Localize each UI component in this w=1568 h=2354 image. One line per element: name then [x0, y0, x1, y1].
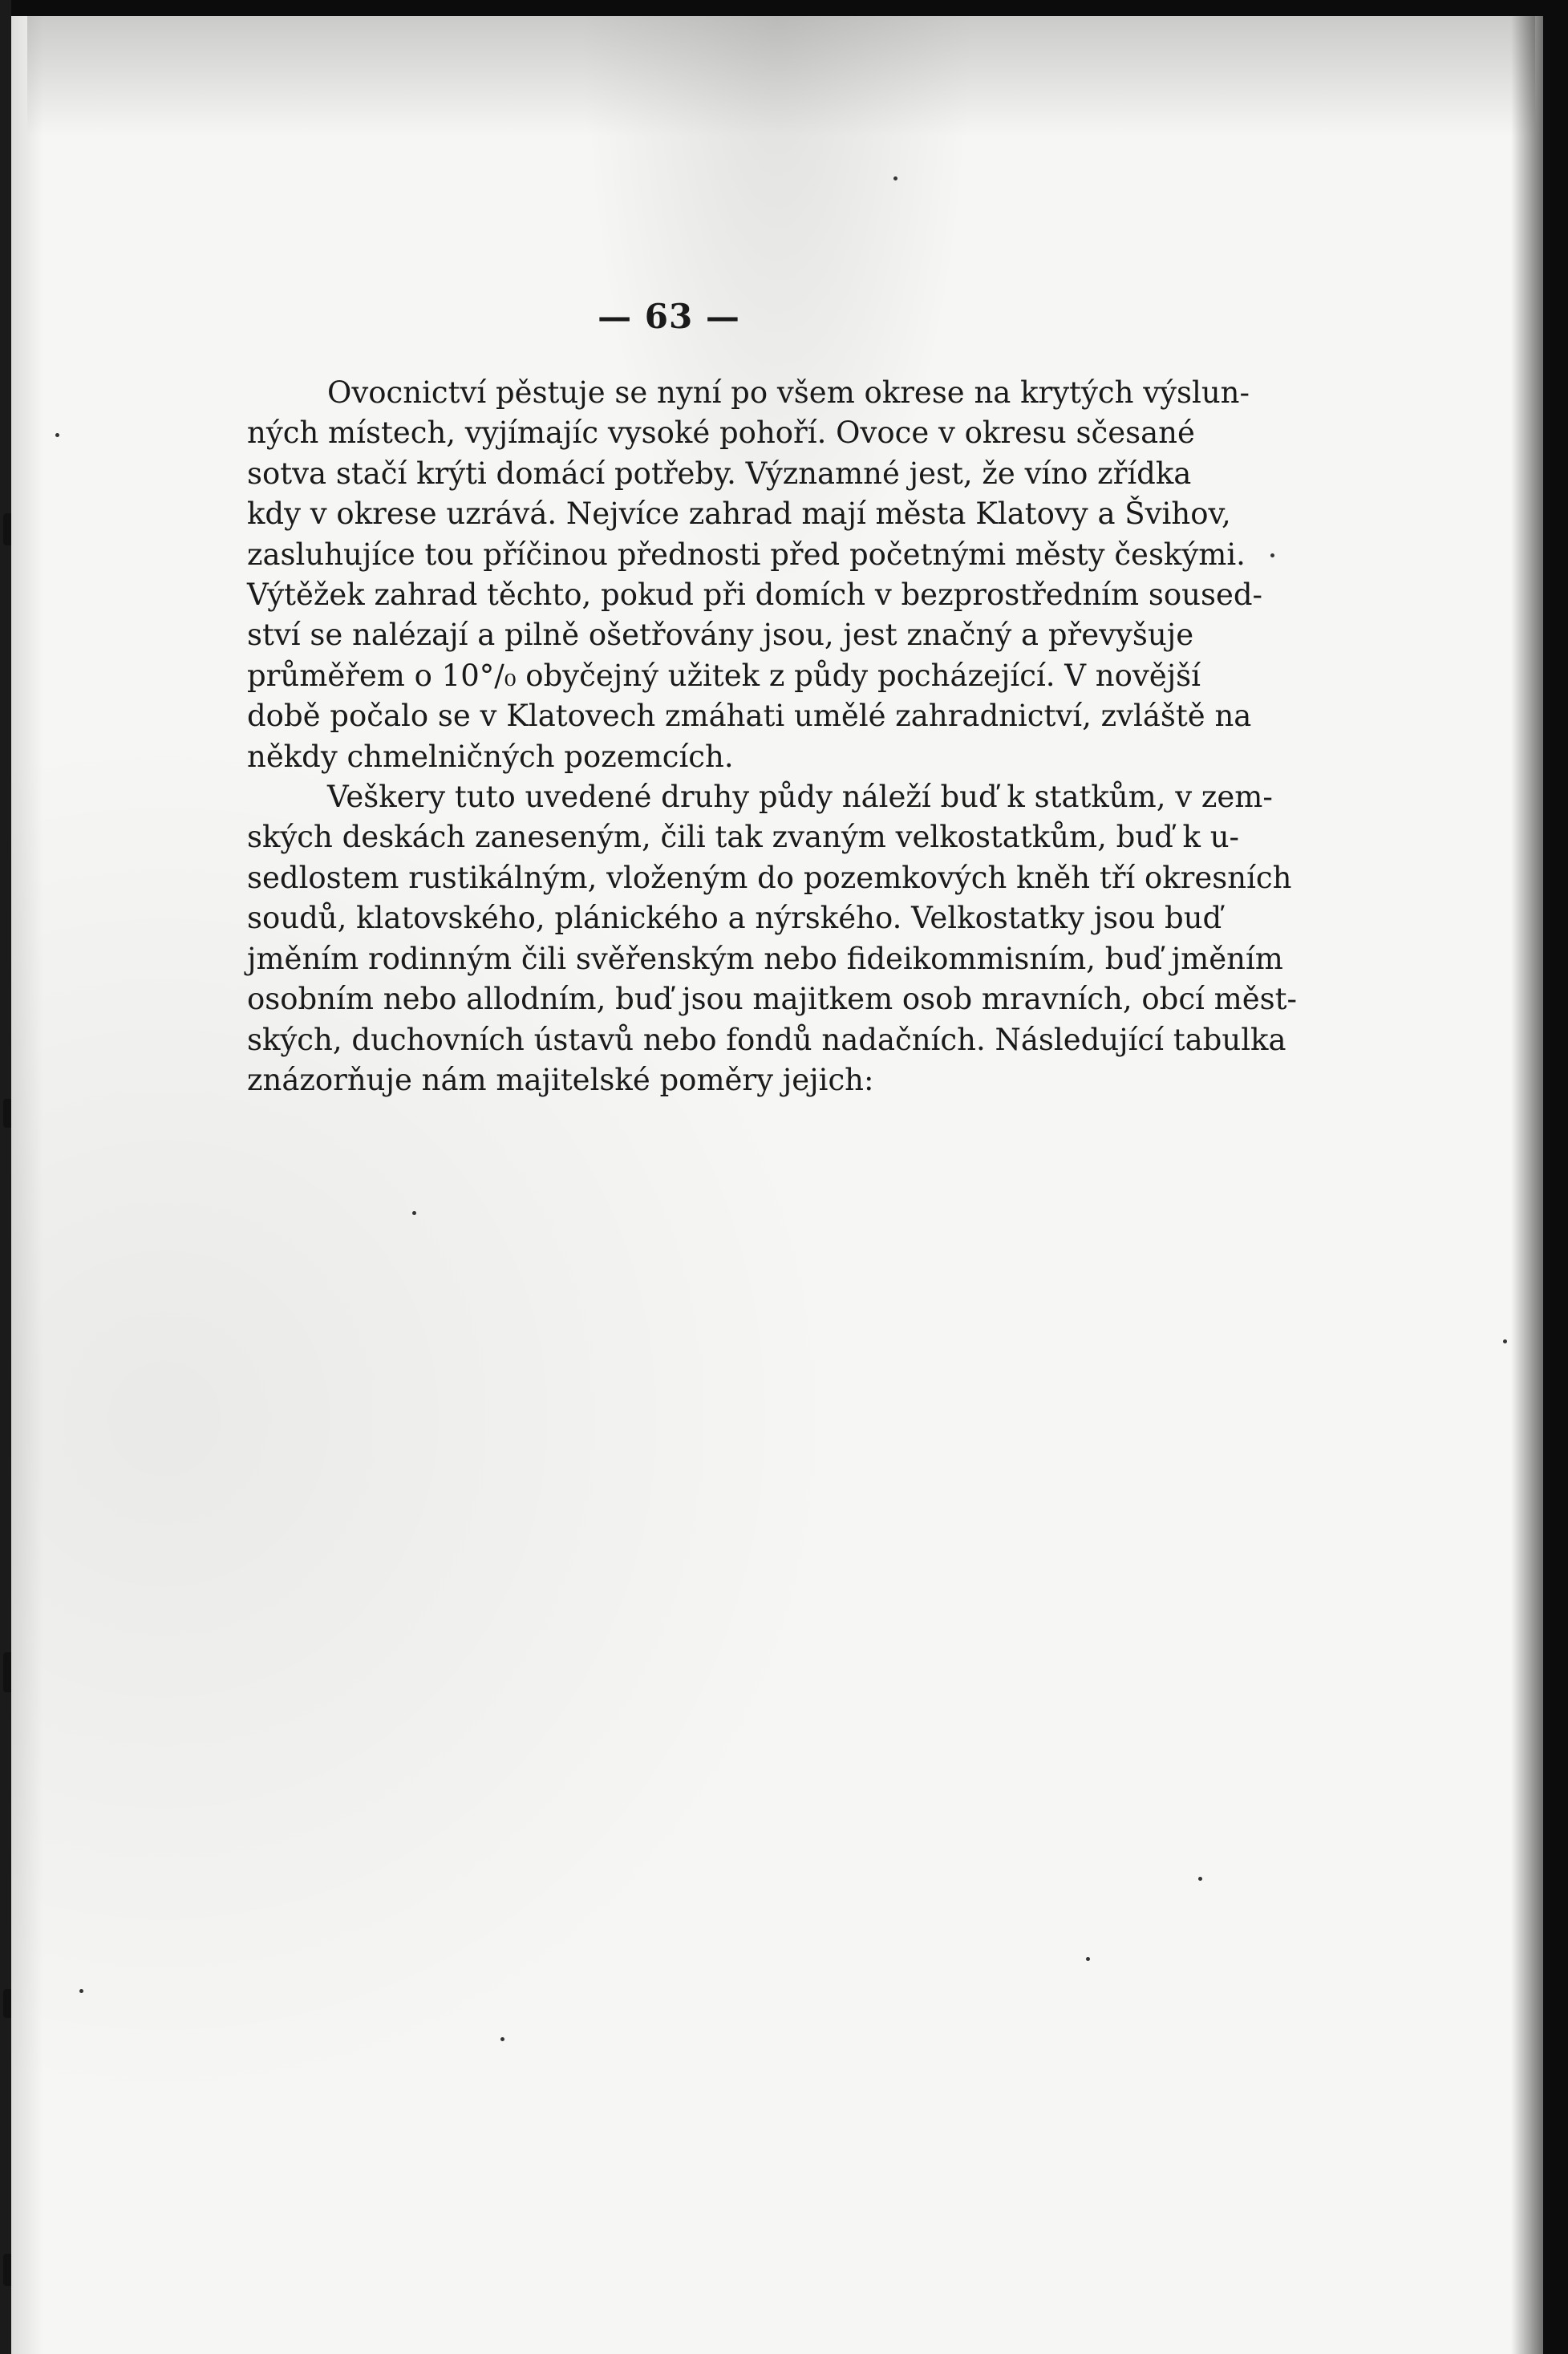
- text-line: zasluhujíce tou příčinou přednosti před početnými městy českými.: [247, 537, 1246, 572]
- text-line: době počalo se v Klatovech zmáhati umělé zahradnictví, zvláště na: [247, 699, 1252, 734]
- dust-speck: [893, 176, 897, 180]
- text-line: někdy chmelničných pozemcích.: [247, 739, 734, 774]
- paragraph: [167, 777, 1297, 1100]
- book-page: [11, 16, 1543, 2354]
- text-line: kdy v okrese uzrává. Nejvíce zahrad mají města Klatovy a Švihov,: [247, 496, 1231, 532]
- text-line: ských deskách zaneseným, čili tak zvaným velkostatkům, buď k u-: [247, 820, 1240, 855]
- page-right-shadow: [1511, 16, 1543, 2354]
- dust-speck: [500, 2037, 504, 2041]
- text-line: osobním nebo allodním, buď jsou majitkem osob mravních, obcí měst-: [247, 982, 1297, 1017]
- dust-speck: [1198, 1877, 1202, 1881]
- text-line: jměním rodinným čili svěřenským nebo fideikommisním, buď jměním: [247, 941, 1283, 976]
- dust-speck: [1270, 553, 1274, 557]
- text-line: ství se nalézají a pilně ošetřovány jsou, jest značný a převyšuje: [247, 618, 1194, 653]
- text-line: Veškery tuto uvedené druhy půdy náleží buď k statkům, v zem-: [327, 780, 1273, 815]
- text-line: sedlostem rustikálným, vloženým do pozemkových kněh tří okresních: [247, 860, 1292, 895]
- text-line: ných místech, vyjímajíc vysoké pohoří. Ovoce v okresu sčesané: [247, 415, 1195, 451]
- text-line: ských, duchovních ústavů nebo fondů nadačních. Následující tabulka: [247, 1022, 1286, 1057]
- page-number: — 63 —: [598, 297, 740, 336]
- dust-speck: [1086, 1957, 1090, 1961]
- text-line: průměřem o 10°/₀ obyčejný užitek z půdy pocházející. V novější: [247, 658, 1201, 693]
- text-line: sotva stačí krýti domácí potřeby. Významné jest, že víno zřídka: [247, 456, 1192, 491]
- text-line: znázorňuje nám majitelské poměry jejich:: [247, 1062, 874, 1097]
- text-line: Výtěžek zahrad těchto, pokud při domích v bezprostředním soused-: [247, 577, 1263, 613]
- dust-speck: [55, 433, 59, 437]
- text-line: soudů, klatovského, plánického a nýrského. Velkostatky jsou buď: [247, 901, 1222, 936]
- body-text: [167, 373, 1297, 1100]
- dust-speck: [79, 1989, 83, 1993]
- dust-speck: [412, 1211, 416, 1215]
- paragraph: [167, 373, 1263, 777]
- dust-speck: [1503, 1339, 1507, 1343]
- text-line: Ovocnictví pěstuje se nyní po všem okrese na krytých výslun-: [327, 375, 1250, 410]
- page-smudge: [27, 16, 1535, 136]
